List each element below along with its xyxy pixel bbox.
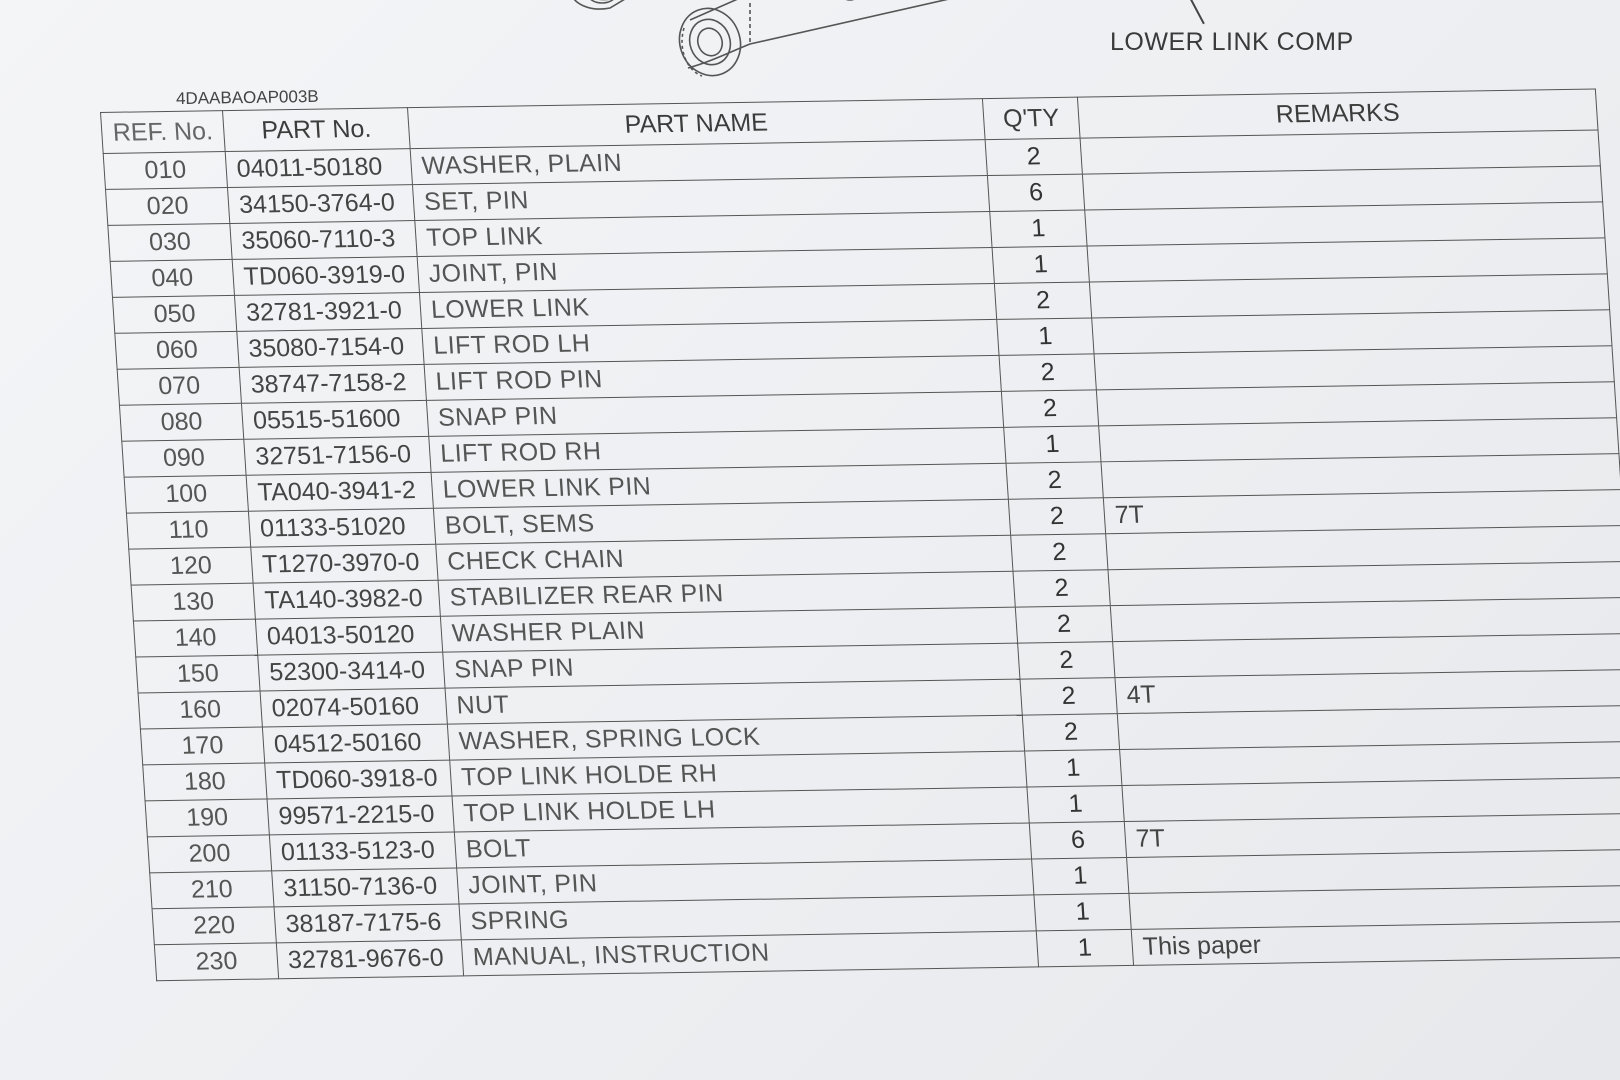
part-no-cell: 52300-3414-0 [258,652,445,691]
part-name-cell: WASHER PLAIN [440,607,1017,652]
part-no-cell: 02074-50160 [260,688,447,727]
part-name-cell: SNAP PIN [443,643,1020,688]
ref-no-cell: 180 [143,763,267,801]
header-part-name: PART NAME [407,99,985,149]
part-no-cell: 04011-50180 [225,149,412,188]
ref-no-cell: 130 [131,583,255,621]
part-no-cell: TA140-3982-0 [253,580,440,619]
ref-no-cell: 010 [103,152,227,190]
ref-no-cell: 150 [136,655,260,693]
part-no-cell: 38187-7175-6 [274,904,461,943]
qty-cell: 2 [1013,570,1110,607]
qty-cell: 2 [994,282,1091,319]
qty-cell: 1 [1027,786,1124,823]
qty-cell: 2 [1020,678,1117,715]
part-no-cell: 04512-50160 [262,724,449,763]
part-no-cell: TD060-3919-0 [232,257,419,296]
part-no-cell: 35080-7154-0 [237,328,424,367]
part-no-cell: 32781-3921-0 [234,293,421,332]
part-no-cell: 32781-9676-0 [276,940,463,979]
drawing-caption: LOWER LINK COMP [1110,28,1354,56]
lower-link-drawing [560,0,1120,100]
qty-cell: 6 [1029,821,1126,858]
remarks-cell: This paper [1131,921,1620,965]
ref-no-cell: 170 [140,727,264,765]
header-remarks: REMARKS [1077,89,1598,138]
caption-leader-line [1188,0,1205,24]
remarks-cell: 7T [1103,490,1620,534]
part-name-cell: LIFT ROD RH [429,427,1006,472]
qty-cell: 1 [997,318,1094,355]
ref-no-cell: 060 [115,331,239,369]
qty-cell: 2 [1018,642,1115,679]
part-no-cell: T1270-3970-0 [251,544,438,583]
ref-no-cell: 020 [106,188,230,226]
ref-no-cell: 120 [129,547,253,585]
part-name-cell: STABILIZER REAR PIN [438,571,1015,616]
part-name-cell: BOLT [454,823,1031,868]
part-name-cell: WASHER, PLAIN [410,140,987,185]
header-ref-no: REF. No. [101,111,226,154]
parts-table-container [100,86,1620,982]
part-no-cell: 04013-50120 [255,616,442,655]
qty-cell: 1 [1004,426,1101,463]
qty-cell: 2 [985,138,1082,175]
qty-cell: 2 [1001,390,1098,427]
part-no-cell: TA040-3941-2 [246,472,433,511]
part-no-cell: 35060-7110-3 [230,221,417,260]
part-name-cell: BOLT, SEMS [433,499,1010,544]
part-name-cell: LIFT ROD PIN [424,355,1001,400]
ref-no-cell: 110 [126,511,250,549]
part-name-cell: SET, PIN [412,176,989,221]
qty-cell: 2 [1011,534,1108,571]
part-no-cell: 38747-7158-2 [239,364,426,403]
qty-cell: 2 [1022,714,1119,751]
header-qty: Q'TY [982,97,1080,139]
document-code: 4DAABAOAP003B [175,86,319,109]
qty-cell: 2 [1006,462,1103,499]
ref-no-cell: 230 [154,943,278,981]
part-no-cell: TD060-3918-0 [265,760,452,799]
ref-no-cell: 100 [124,475,248,513]
qty-cell: 1 [1034,893,1131,930]
part-name-cell: CHECK CHAIN [436,535,1013,580]
ref-no-cell: 030 [108,223,232,261]
remarks-cell: 7T [1124,813,1620,857]
qty-cell: 2 [999,354,1096,391]
part-name-cell: LOWER LINK PIN [431,463,1008,508]
remarks-cell: 4T [1115,669,1620,713]
ref-no-cell: 080 [119,403,243,441]
ref-no-cell: 210 [150,871,274,909]
qty-cell: 2 [1015,606,1112,643]
qty-cell: 6 [987,174,1084,211]
part-name-cell: TOP LINK HOLDE LH [452,787,1029,832]
part-name-cell: MANUAL, INSTRUCTION [461,931,1038,976]
part-no-cell: 31150-7136-0 [272,868,459,907]
part-no-cell: 05515-51600 [241,400,428,439]
ref-no-cell: 160 [138,691,262,729]
part-name-cell: LOWER LINK [419,283,996,328]
part-no-cell: 32751-7156-0 [244,436,431,475]
part-no-cell: 34150-3764-0 [227,185,414,224]
ref-no-cell: 040 [110,259,234,297]
part-no-cell: 01133-5123-0 [269,832,456,871]
qty-cell: 1 [1025,750,1122,787]
qty-cell: 1 [990,210,1087,247]
part-name-cell: JOINT, PIN [457,859,1034,904]
qty-cell: 1 [1032,857,1129,894]
qty-cell: 1 [1036,929,1133,966]
part-name-cell: TOP LINK [415,212,992,257]
ref-no-cell: 200 [147,835,271,873]
qty-cell: 1 [992,246,1089,283]
part-name-cell: SPRING [459,895,1036,940]
ref-no-cell: 050 [112,295,236,333]
part-name-cell: NUT [445,679,1022,724]
part-name-cell: JOINT, PIN [417,248,994,293]
part-name-cell: WASHER, SPRING LOCK [447,715,1024,760]
part-name-cell: SNAP PIN [426,391,1003,436]
ref-no-cell: 070 [117,367,241,405]
part-no-cell: 01133-51020 [248,508,435,547]
part-name-cell: LIFT ROD LH [422,319,999,364]
part-name-cell: TOP LINK HOLDE RH [450,751,1027,796]
parts-table [100,86,1620,982]
ref-no-cell: 140 [133,619,257,657]
header-part-no: PART No. [223,108,411,152]
part-no-cell: 99571-2215-0 [267,796,454,835]
ref-no-cell: 090 [122,439,246,477]
ref-no-cell: 190 [145,799,269,837]
qty-cell: 2 [1008,498,1105,535]
ref-no-cell: 220 [152,907,276,945]
